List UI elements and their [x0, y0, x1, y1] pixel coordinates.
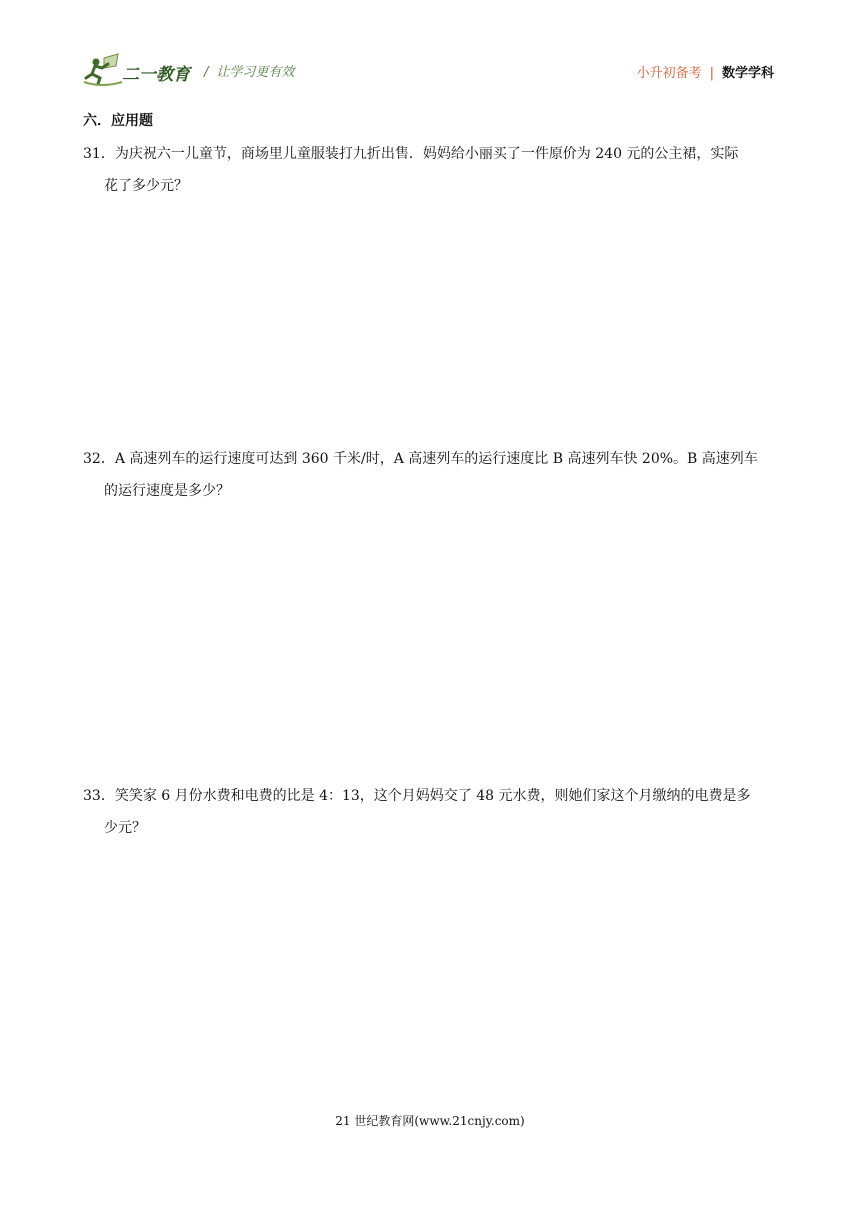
question-33: [83, 780, 783, 844]
logo-text: 二一教育: [122, 65, 190, 85]
question-32-line2: 的运行速度是多少？: [104, 483, 230, 499]
exam-type: 小升初备考: [636, 66, 702, 81]
header-separator: |: [709, 66, 714, 81]
slogan: [204, 61, 294, 80]
question-31-line2: 花了多少元？: [104, 178, 188, 194]
page-footer: 21 世纪教育网(www.21cnjy.com): [335, 1114, 525, 1128]
runner-logo-icon: [82, 52, 192, 92]
logo: [82, 52, 192, 92]
header-subject: [637, 62, 774, 81]
page-header: [0, 0, 860, 100]
slogan-slash: /: [204, 65, 209, 80]
question-32-line1: 32．A 高速列车的运行速度可达到 360 千米/时，A 高速列车的运行速度比 B 高速列车快 20%。B 高速列车: [83, 451, 758, 467]
question-31-line1: 31．为庆祝六一儿童节，商场里儿童服装打九折出售．妈妈给小丽买了一件原价为 240 元的公主裙，实际: [83, 146, 739, 162]
section-title: 六．应用题: [83, 113, 153, 129]
question-32: [83, 443, 783, 507]
question-33-line2: 少元？: [104, 820, 146, 836]
question-31: [83, 138, 783, 202]
question-33-line1: 33．笑笑家 6 月份水费和电费的比是 4：13，这个月妈妈交了 48 元水费，则她们家这个月缴纳的电费是多: [83, 788, 751, 804]
slogan-text: 让学习更有效: [216, 65, 295, 80]
subject-name: 数学学科: [721, 66, 774, 81]
